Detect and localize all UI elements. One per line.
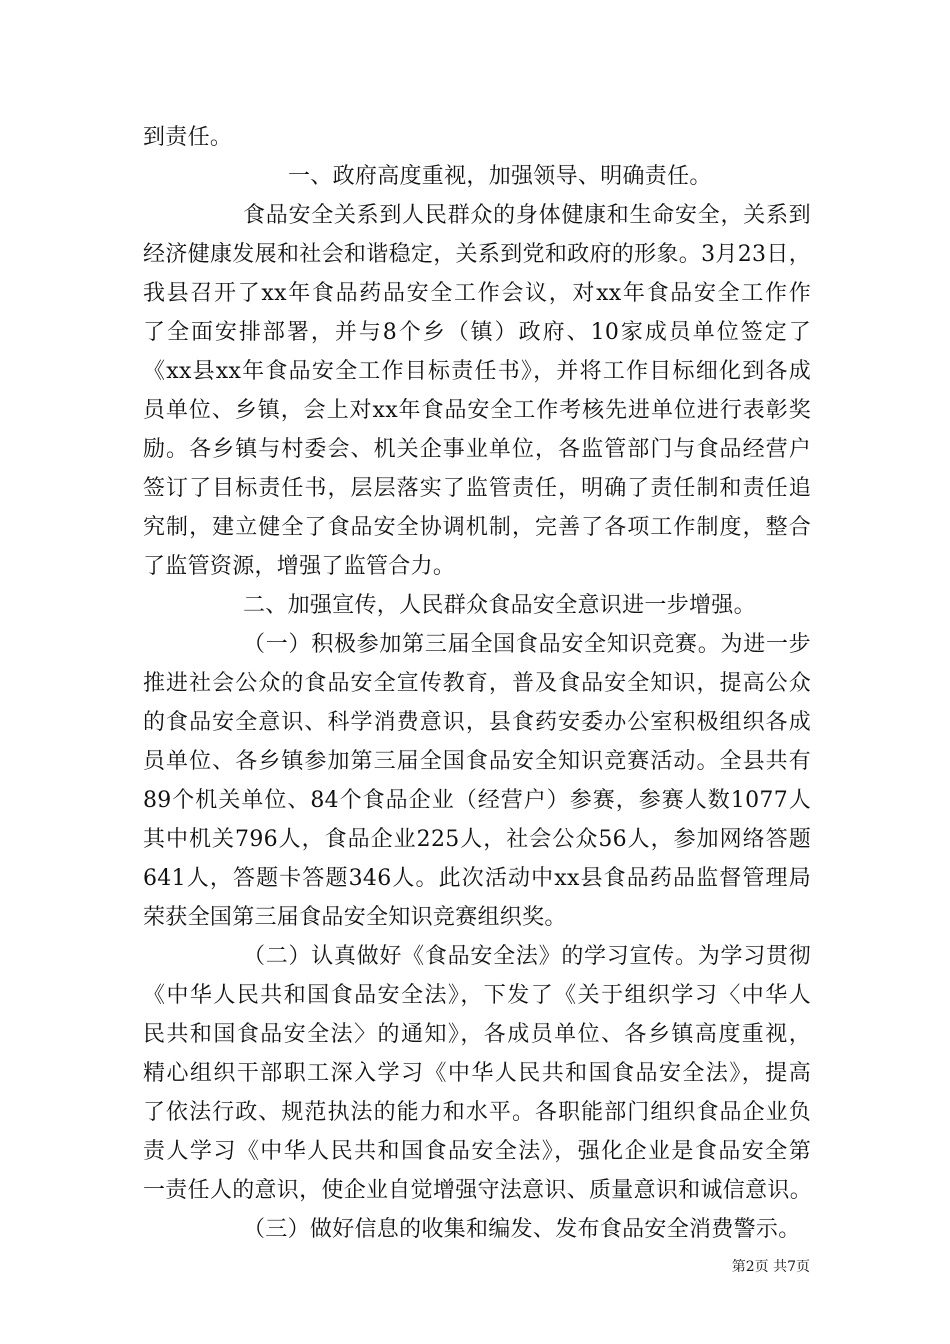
body-text-line: 到责任。 <box>143 125 233 150</box>
body-text-line: 签订了目标责任书，层层落实了监管责任，明确了责任制和责任追 <box>143 476 811 501</box>
body-text-line: 员单位、乡镇，会上对xx年食品安全工作考核先进单位进行表彰奖 <box>143 398 811 423</box>
body-text-line: 民共和国食品安全法〉的通知》，各成员单位、各乡镇高度重视， <box>143 1022 811 1047</box>
body-text-line: 了依法行政、规范执法的能力和水平。各职能部门组织食品企业负 <box>143 1100 811 1125</box>
body-text-line: 经济健康发展和社会和谐稳定，关系到党和政府的形象。3月23日， <box>143 242 811 267</box>
body-text-line: 《xx县xx年食品安全工作目标责任书》，并将工作目标细化到各成 <box>143 359 811 384</box>
body-text-line: 的食品安全意识、科学消费意识，县食药安委办公室积极组织各成 <box>143 710 811 735</box>
body-text-line: 员单位、各乡镇参加第三届全国食品安全知识竞赛活动。全县共有 <box>143 749 811 774</box>
body-text-line: 其中机关796人，食品企业225人，社会公众56人，参加网络答题 <box>143 827 811 852</box>
subsection-heading-1: （一）积极参加第三届全国食品安全知识竞赛。为进一步 <box>243 632 811 657</box>
subsection-heading-2: （二）认真做好《食品安全法》的学习宣传。为学习贯彻 <box>243 944 811 969</box>
paragraph-first-line: 食品安全关系到人民群众的身体健康和生命安全，关系到 <box>243 203 811 228</box>
body-text-line: 荣获全国第三届食品安全知识竞赛组织奖。 <box>143 905 567 930</box>
section-heading-2: 二、加强宣传，人民群众食品安全意识进一步增强。 <box>243 593 756 618</box>
body-text-line: 励。各乡镇与村委会、机关企事业单位，各监管部门与食品经营户 <box>143 437 811 462</box>
body-text-line: 641人，答题卡答题346人。此次活动中xx县食品药品监督管理局 <box>143 866 811 891</box>
body-text-line: 我县召开了xx年食品药品安全工作会议，对xx年食品安全工作作 <box>143 281 811 306</box>
body-text-line: 了监管资源，增强了监管合力。 <box>143 554 456 579</box>
body-text-line: 责人学习《中华人民共和国食品安全法》，强化企业是食品安全第 <box>143 1139 811 1164</box>
section-heading-1: 一、政府高度重视，加强领导、明确责任。 <box>288 164 712 189</box>
body-text-line: 89个机关单位、84个食品企业（经营户）参赛，参赛人数1077人 <box>143 788 811 813</box>
body-text-line: 《中华人民共和国食品安全法》，下发了《关于组织学习〈中华人 <box>143 983 811 1008</box>
subsection-heading-3: （三）做好信息的收集和编发、发布食品安全消费警示。 <box>243 1217 801 1242</box>
page-number: 第2页 共7页 <box>731 1259 810 1275</box>
body-text-line: 一责任人的意识，使企业自觉增强守法意识、质量意识和诚信意识。 <box>143 1178 813 1203</box>
body-text-line: 推进社会公众的食品安全宣传教育，普及食品安全知识，提高公众 <box>143 671 811 696</box>
body-text-line: 究制，建立健全了食品安全协调机制，完善了各项工作制度，整合 <box>143 515 811 540</box>
body-text-line: 了全面安排部署，并与8个乡（镇）政府、10家成员单位签定了 <box>143 320 811 345</box>
body-text-line: 精心组织干部职工深入学习《中华人民共和国食品安全法》，提高 <box>143 1061 811 1086</box>
